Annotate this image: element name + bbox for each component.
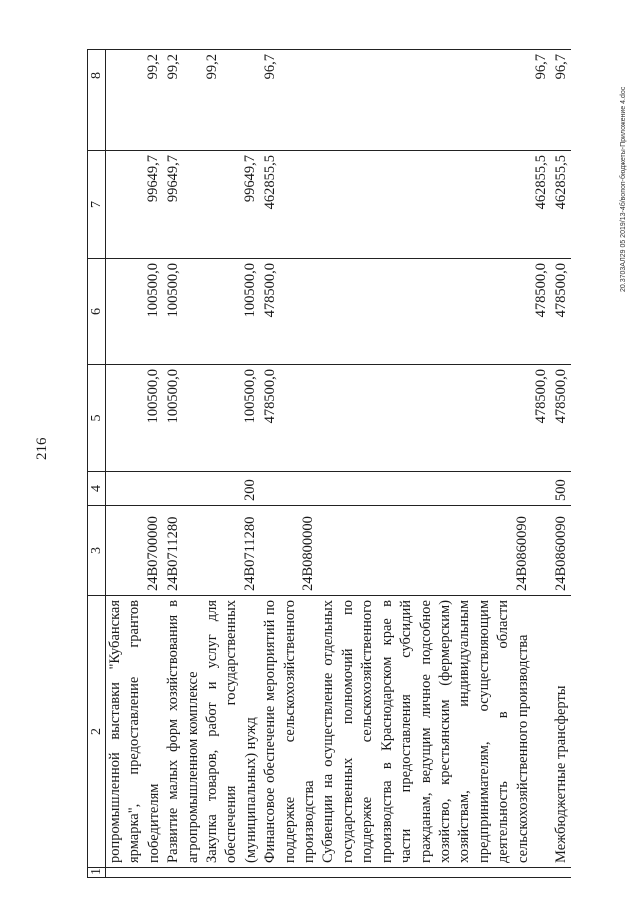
- row-name: Межбюджетные трансферты: [552, 596, 571, 868]
- c7-value: 462855,5: [533, 155, 550, 210]
- table-row: [261, 50, 319, 878]
- page-number: 216: [34, 437, 50, 460]
- c7-value: 99649,7: [242, 155, 259, 203]
- row-c6: 478500,0: [552, 259, 571, 365]
- row-vr: 500: [552, 472, 571, 506]
- row-name: Субвенции на осуществление отдельных государственных полномочий по поддержке сельскохозяйственного производства в Краснодарском крае в части предоставления субсидий гражданам, ведущим личное подсобное хозяйство, крестьянским (фермерским) хозяйствам, индивидуальным предпринимателям, осуществляющим деятельность в области сельскохозяйственного производства: [319, 596, 551, 868]
- c6-value: 100500,0: [165, 263, 182, 318]
- table-row: [552, 50, 571, 878]
- row-c8: [164, 50, 203, 151]
- cell-col1: [552, 868, 571, 878]
- table-row: [164, 50, 203, 878]
- c5-value: 100500,0: [145, 369, 161, 424]
- c5-value: 100500,0: [242, 369, 259, 424]
- table-row: [106, 50, 165, 878]
- row-c5: 478500,0: [552, 365, 571, 472]
- cell-col1: [319, 868, 551, 878]
- c8-value: 96,7: [262, 54, 279, 80]
- row-c7: [261, 151, 319, 259]
- row-c5: [319, 365, 551, 472]
- row-code: 24В0860090: [552, 506, 571, 596]
- cell-col1: [164, 868, 203, 878]
- row-c7: [319, 151, 551, 259]
- row-name: Закупка товаров, работ и услуг для обеспечения государственных (муниципальных) нужд: [203, 596, 261, 868]
- cell-col1: [203, 868, 261, 878]
- c5-value: 100500,0: [165, 369, 182, 424]
- c7-value: 462855,5: [262, 155, 279, 210]
- document-footer-code: 20.3703АЛ29 05 2019/13-4б/вопоп-бюджеты-Приложение 4.doc: [620, 86, 627, 292]
- row-vr: [164, 472, 203, 506]
- table-header-row: [88, 50, 106, 878]
- code-value: 24В0700000: [145, 516, 161, 591]
- code-value: 24В0800000: [300, 516, 317, 591]
- c8-value: 99,2: [145, 54, 161, 80]
- row-name: ропромышленной выставки "Кубанская ярмарка", предоставление грантов победителям: [106, 596, 165, 868]
- row-code: [203, 506, 261, 596]
- row-vr: [106, 472, 165, 506]
- row-c5: [106, 365, 165, 472]
- row-code: [106, 506, 165, 596]
- column-header-8: 8: [88, 50, 106, 151]
- row-c6: [164, 259, 203, 365]
- row-name: Финансовое обеспечение мероприятий по поддержке сельскохозяйственного производства: [261, 596, 319, 868]
- row-c7: [203, 151, 261, 259]
- row-c7: 462855,5: [552, 151, 571, 259]
- c6-value: 100500,0: [145, 263, 161, 318]
- row-c8: [261, 50, 319, 151]
- row-c5: [203, 365, 261, 472]
- c5-value: 478500,0: [262, 369, 279, 424]
- row-vr: [319, 472, 551, 506]
- row-vr: [261, 472, 319, 506]
- row-code: [164, 506, 203, 596]
- c6-value: 478500,0: [533, 263, 550, 318]
- row-name: Развитие малых форм хозяйствования в агропромышленном комплексе: [164, 596, 203, 868]
- row-c6: [319, 259, 551, 365]
- c5-value: 478500,0: [533, 369, 550, 424]
- row-c8: [203, 50, 261, 151]
- c7-value: 99649,7: [145, 155, 161, 203]
- c8-value: 96,7: [533, 54, 550, 80]
- column-header-6: 6: [88, 259, 106, 365]
- budget-table: [87, 49, 571, 878]
- row-c6: [203, 259, 261, 365]
- code-value: 24В0711280: [165, 516, 182, 591]
- c8-value: 99,2: [204, 54, 221, 80]
- column-header-4: 4: [88, 472, 106, 506]
- row-code: [261, 506, 319, 596]
- table-row: [319, 50, 551, 878]
- c8-value: 99,2: [165, 54, 182, 80]
- table-row: [203, 50, 261, 878]
- c6-value: 100500,0: [242, 263, 259, 318]
- column-header-2: 2: [88, 596, 106, 868]
- code-value: 24В0860090: [514, 516, 531, 591]
- column-header-1: 1: [88, 868, 106, 878]
- c6-value: 478500,0: [262, 263, 279, 318]
- row-c7: [164, 151, 203, 259]
- column-header-5: 5: [88, 365, 106, 472]
- row-c5: [261, 365, 319, 472]
- row-c6: [261, 259, 319, 365]
- row-c8: [106, 50, 165, 151]
- vr-value: 200: [242, 479, 259, 501]
- row-code: [319, 506, 551, 596]
- code-value: 24В0711280: [242, 516, 259, 591]
- column-header-7: 7: [88, 151, 106, 259]
- row-c5: [164, 365, 203, 472]
- c7-value: 99649,7: [165, 155, 182, 203]
- column-header-3: 3: [88, 506, 106, 596]
- cell-col1: [106, 868, 165, 878]
- row-vr: [203, 472, 261, 506]
- row-c8: [319, 50, 551, 151]
- row-c8: 96,7: [552, 50, 571, 151]
- row-c7: [106, 151, 165, 259]
- row-c6: [106, 259, 165, 365]
- cell-col1: [261, 868, 319, 878]
